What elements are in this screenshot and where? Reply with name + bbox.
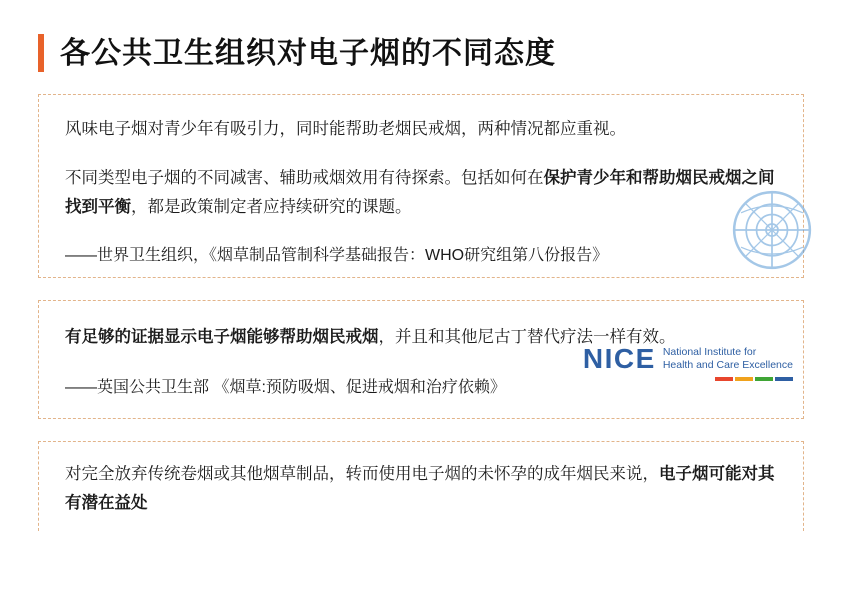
quote-run: 不同类型电子烟的不同减害、辅助戒烟效用有待探索。包括如何在 [65, 168, 544, 187]
quote-run: ，都是政策制定者应持续研究的课题。 [131, 197, 412, 216]
quote-card-phe [38, 300, 804, 419]
nice-subtitle [663, 346, 793, 372]
quote-run: ，并且和其他尼古丁替代疗法一样有效。 [378, 328, 676, 346]
quote-card-who [38, 94, 804, 278]
quote-source: ——世界卫生组织，《烟草制品管制科学基础报告：WHO研究组第八份报告》 [65, 246, 609, 264]
nice-logo [583, 343, 793, 375]
nice-subtitle-line2: Health and Care Excellence [662, 359, 793, 371]
quote-card-third [38, 441, 804, 531]
quote-run-bold: 有足够的证据显示电子烟能够帮助烟民戒烟 [65, 328, 379, 346]
page-title [24, 0, 818, 94]
quote-run: 风味电子烟对青少年有吸引力，同时能帮助老烟民戒烟，两种情况都应重视。 [65, 120, 626, 138]
quote-paragraph [65, 164, 777, 222]
quote-source: ——英国公共卫生部 《烟草:预防吸烟、促进戒烟和治疗依赖》 [65, 378, 506, 396]
page-title-text: 各公共卫生组织对电子烟的不同态度 [60, 36, 556, 70]
quote-run: 对完全放弃传统卷烟或其他烟草制品，转而使用电子烟的未怀孕的成年烟民来说， [65, 465, 659, 483]
title-accent-bar [38, 34, 44, 72]
nice-wordmark: NICE [582, 343, 656, 374]
quote-paragraph [65, 115, 777, 144]
quote-run-bold: 保护青少年和帮助烟民戒烟之间找到平衡 [65, 168, 775, 216]
quote-run-bold: 电子烟可能对其有潜在益处 [65, 465, 775, 512]
nice-subtitle-line1: National Institute for [662, 345, 757, 358]
nice-color-bars [715, 377, 793, 381]
quote-paragraph [65, 460, 777, 518]
